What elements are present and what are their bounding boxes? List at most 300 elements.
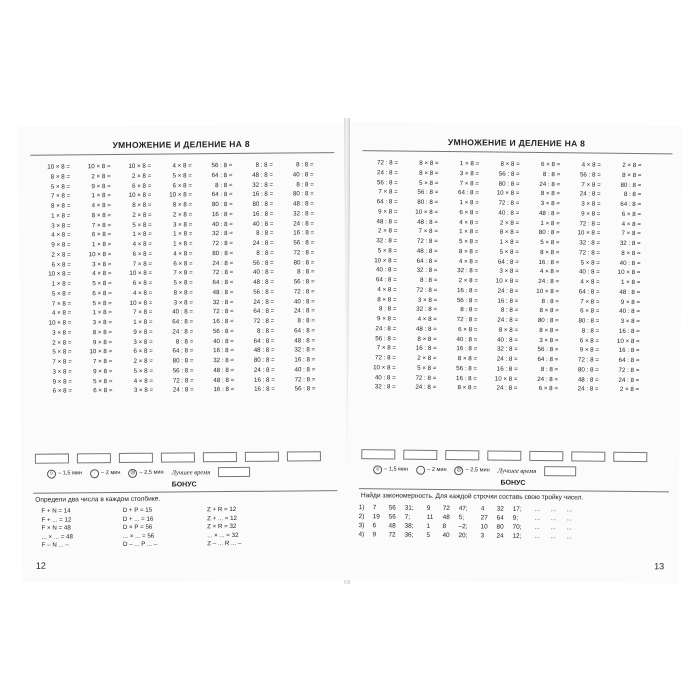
exercise-text: 7 × 8 = bbox=[51, 299, 72, 308]
exercise-text: 10 × 8 = bbox=[373, 364, 396, 372]
exercise-text: 9 × 8 = bbox=[579, 346, 600, 354]
exercise-item bbox=[155, 317, 196, 327]
exercise-text: 8 : 8 = bbox=[256, 249, 274, 257]
sequence-cell: 7; bbox=[404, 513, 411, 521]
exercise-item bbox=[237, 385, 278, 395]
exercise-text: 10 × 8 = bbox=[128, 191, 152, 200]
exercise-item bbox=[563, 219, 604, 229]
equation-line: ... × ... = 48 bbox=[41, 532, 73, 541]
exercise-text: 9 × 8 = bbox=[133, 328, 153, 336]
exercise-text: 16 : 8 = bbox=[538, 258, 560, 266]
sequence-cell: 80 bbox=[496, 523, 504, 531]
exercise-item bbox=[34, 328, 75, 338]
exercise-text: 4 × 8 = bbox=[51, 231, 71, 239]
exercise-item bbox=[115, 279, 156, 289]
sequence-cell: 4) bbox=[358, 531, 365, 539]
exercise-item bbox=[155, 210, 196, 220]
exercise-item bbox=[440, 305, 481, 315]
best-time-box[interactable] bbox=[544, 466, 576, 476]
exercise-item bbox=[196, 307, 237, 317]
exercise-item bbox=[115, 288, 156, 298]
exercise-text: 1 × 8 = bbox=[540, 219, 560, 227]
exercise-text: 56 : 8 = bbox=[498, 170, 520, 178]
exercise-item bbox=[561, 375, 602, 385]
exercise-text: 4 × 8 = bbox=[459, 218, 479, 226]
exercise-text: 3 × 8 = bbox=[540, 200, 560, 208]
exercise-item bbox=[156, 366, 197, 376]
exercise-item bbox=[276, 209, 317, 219]
sequence-cell: ... bbox=[550, 515, 557, 523]
exercise-text: 48 : 8 = bbox=[293, 200, 314, 208]
exercise-item bbox=[73, 221, 114, 231]
answer-box[interactable] bbox=[77, 453, 111, 463]
exercise-item bbox=[195, 171, 236, 181]
exercise-text: 2 × 8 = bbox=[131, 172, 152, 180]
exercise-text: 10 × 8 = bbox=[128, 162, 152, 170]
exercise-column bbox=[358, 158, 401, 392]
exercise-text: 8 : 8 = bbox=[296, 180, 314, 188]
exercise-text: 8 : 8 = bbox=[542, 170, 561, 178]
exercise-text: 9 × 8 = bbox=[93, 367, 113, 375]
exercise-item bbox=[73, 211, 114, 221]
equation-line: Z + ... = 12 bbox=[207, 514, 238, 522]
exercise-item bbox=[604, 180, 645, 190]
exercise-text: 8 × 8 = bbox=[540, 190, 561, 198]
exercise-text: 2 × 8 = bbox=[499, 219, 520, 227]
exercise-text: 64 : 8 = bbox=[457, 189, 479, 197]
exercise-item bbox=[399, 295, 440, 305]
exercise-text: 8 : 8 = bbox=[541, 297, 559, 305]
answer-box[interactable] bbox=[361, 449, 395, 459]
exercise-item bbox=[235, 180, 276, 190]
exercise-item bbox=[114, 230, 155, 240]
exercise-item bbox=[155, 230, 196, 240]
exercise-text: 4 × 8 = bbox=[581, 161, 601, 169]
equation-line: F – N ... – bbox=[41, 541, 69, 549]
equation-column bbox=[207, 506, 241, 549]
exercise-text: 32 : 8 = bbox=[376, 237, 398, 245]
exercise-item bbox=[155, 220, 196, 230]
exercise-item bbox=[33, 231, 74, 241]
equation-line: Z × R = 32 bbox=[207, 522, 237, 531]
timer-legend bbox=[47, 467, 250, 479]
answer-box[interactable] bbox=[613, 452, 647, 462]
exercise-text: 10 × 8 = bbox=[617, 269, 641, 277]
exercise-text: 32 : 8 = bbox=[213, 356, 235, 365]
exercise-text: 10 × 8 = bbox=[169, 191, 193, 199]
exercise-text: 16 : 8 = bbox=[497, 297, 519, 305]
exercise-text: 5 × 8 = bbox=[51, 290, 72, 298]
exercise-item bbox=[440, 295, 481, 305]
answer-box[interactable] bbox=[529, 451, 563, 461]
exercise-item bbox=[359, 295, 400, 305]
exercise-text: 72 : 8 = bbox=[293, 249, 315, 257]
exercise-item bbox=[237, 365, 278, 375]
exercise-item bbox=[440, 276, 481, 286]
exercise-item bbox=[156, 356, 197, 366]
exercise-item bbox=[114, 220, 155, 230]
exercise-text: 32 : 8 = bbox=[212, 230, 233, 238]
exercise-item bbox=[115, 347, 156, 357]
exercise-item bbox=[32, 172, 73, 182]
exercise-text: 16 : 8 = bbox=[252, 210, 274, 218]
exercise-item bbox=[481, 306, 522, 316]
exercise-item bbox=[196, 278, 237, 288]
exercise-item bbox=[561, 384, 602, 394]
exercise-text: 72 : 8 = bbox=[172, 376, 194, 385]
exercise-item bbox=[561, 345, 602, 355]
exercise-item bbox=[602, 326, 643, 336]
exercise-item bbox=[399, 324, 440, 334]
exercise-text: 32 : 8 = bbox=[496, 345, 518, 354]
exercise-text: 64 : 8 = bbox=[497, 258, 519, 266]
exercise-text: 3 × 8 = bbox=[51, 221, 71, 230]
exercise-item bbox=[115, 327, 156, 337]
exercise-item bbox=[235, 170, 276, 180]
exercise-text: 2 × 8 = bbox=[417, 354, 437, 362]
exercise-text: 8 × 8 = bbox=[419, 159, 439, 167]
exercise-item bbox=[521, 345, 562, 355]
answer-box[interactable] bbox=[161, 452, 195, 462]
exercise-text: 1 × 8 = bbox=[459, 160, 480, 168]
exercise-column bbox=[114, 162, 157, 396]
exercise-text: 32 : 8 = bbox=[579, 239, 601, 247]
exercise-text: 10 × 8 = bbox=[495, 277, 519, 285]
answer-box[interactable] bbox=[35, 453, 69, 463]
exercise-text: 48 : 8 = bbox=[212, 288, 234, 296]
exercise-text: 5 × 8 = bbox=[417, 364, 437, 372]
exercise-item bbox=[195, 210, 236, 220]
exercise-item bbox=[196, 297, 237, 307]
exercise-text: 7 × 8 = bbox=[580, 297, 600, 306]
exercise-item bbox=[482, 198, 523, 208]
exercise-text: 80 : 8 = bbox=[537, 316, 559, 325]
exercise-text: 16 : 8 = bbox=[456, 286, 478, 295]
exercise-text: 24 : 8 = bbox=[293, 219, 315, 227]
right-page bbox=[346, 122, 683, 583]
exercise-item bbox=[480, 325, 521, 335]
timer-medium-label: – 2 мин bbox=[427, 466, 447, 473]
timer-slow-label: – 2,5 мин bbox=[139, 469, 164, 476]
exercise-item bbox=[440, 286, 481, 296]
exercise-item bbox=[523, 170, 564, 180]
exercise-text: 72 : 8 = bbox=[618, 366, 640, 374]
exercise-item bbox=[521, 316, 562, 326]
exercise-item bbox=[604, 170, 645, 180]
exercise-text: 16 : 8 = bbox=[212, 317, 234, 326]
exercise-item bbox=[562, 258, 603, 268]
exercise-item bbox=[155, 288, 196, 298]
exercise-item bbox=[236, 278, 277, 288]
exercise-text: 8 × 8 = bbox=[91, 211, 112, 219]
exercise-text: 80 : 8 = bbox=[498, 180, 520, 188]
exercise-text: 40 : 8 = bbox=[375, 266, 397, 274]
exercise-item bbox=[604, 161, 645, 171]
sequence-cell: 3) bbox=[358, 522, 365, 530]
sequence-cell: 48 bbox=[442, 514, 450, 522]
exercise-item bbox=[603, 219, 644, 229]
exercise-text: 8 × 8 = bbox=[419, 169, 439, 177]
exercise-item bbox=[399, 363, 440, 373]
exercise-text: 5 × 8 = bbox=[133, 367, 153, 375]
exercise-item bbox=[360, 226, 401, 236]
exercise-item bbox=[34, 299, 75, 309]
exercise-text: 5 × 8 = bbox=[50, 182, 71, 191]
exercise-text: 16 : 8 = bbox=[254, 385, 275, 394]
exercise-text: 9 × 8 = bbox=[620, 298, 641, 306]
exercise-item bbox=[360, 197, 401, 207]
exercise-text: 8 × 8 = bbox=[539, 307, 559, 315]
exercise-text: 56 : 8 = bbox=[293, 278, 315, 286]
exercise-text: 8 × 8 = bbox=[539, 326, 559, 334]
exercise-item bbox=[115, 376, 156, 386]
exercise-text: 1 × 8 = bbox=[459, 199, 479, 207]
exercise-item bbox=[196, 336, 237, 346]
page-title: УМНОЖЕНИЕ И ДЕЛЕНИЕ НА 8 bbox=[447, 137, 586, 149]
exercise-text: 80 : 8 = bbox=[172, 357, 194, 365]
exercise-item bbox=[114, 240, 155, 250]
sequence-cell: ... bbox=[550, 533, 556, 541]
exercise-text: 7 × 8 = bbox=[378, 188, 398, 196]
exercise-item bbox=[154, 200, 195, 210]
exercise-text: 56 : 8 = bbox=[293, 239, 315, 247]
exercise-item bbox=[439, 373, 480, 383]
exercise-text: 56 : 8 = bbox=[212, 327, 234, 335]
exercise-item bbox=[114, 249, 155, 259]
equation-line: D – ... P ... – bbox=[122, 540, 158, 548]
bonus-rule bbox=[33, 490, 337, 494]
exercise-item bbox=[196, 327, 237, 337]
exercise-item bbox=[236, 200, 277, 210]
exercise-text: 2 × 8 = bbox=[458, 277, 478, 285]
exercise-item bbox=[195, 190, 236, 200]
exercise-text: 16 : 8 = bbox=[294, 356, 316, 364]
exercise-text: 56 : 8 = bbox=[579, 171, 601, 179]
exercise-item bbox=[480, 354, 521, 364]
exercise-text: 3 × 8 = bbox=[499, 267, 519, 276]
exercise-item bbox=[441, 217, 482, 227]
best-time-box[interactable] bbox=[218, 467, 250, 477]
exercise-item bbox=[236, 268, 277, 278]
exercise-text: 24 : 8 = bbox=[577, 385, 599, 393]
sequence-cell: 11 bbox=[426, 513, 434, 521]
exercise-text: 3 × 8 = bbox=[133, 338, 153, 346]
timer-medium-label: – 2 мин bbox=[101, 469, 121, 476]
exercise-item bbox=[196, 346, 237, 356]
answer-box[interactable] bbox=[487, 450, 521, 460]
exercise-text: 40 : 8 = bbox=[498, 209, 520, 217]
exercise-text: 5 × 8 = bbox=[52, 348, 72, 356]
exercise-text: 80 : 8 = bbox=[252, 200, 274, 208]
sequence-cell: ... bbox=[534, 523, 540, 532]
exercise-text: 4 × 8 = bbox=[51, 309, 72, 317]
exercise-item bbox=[400, 207, 441, 217]
exercise-item bbox=[522, 179, 563, 189]
exercise-column bbox=[399, 159, 442, 393]
exercise-item bbox=[32, 162, 73, 172]
exercise-item bbox=[73, 201, 114, 211]
exercise-text: 5 × 8 = bbox=[377, 247, 398, 255]
exercise-item bbox=[440, 256, 481, 266]
exercise-item bbox=[358, 373, 399, 383]
exercise-text: 4 × 8 = bbox=[92, 270, 112, 278]
exercise-item bbox=[440, 334, 481, 344]
exercise-item bbox=[563, 199, 604, 209]
exercise-text: 6 × 8 = bbox=[132, 182, 152, 190]
exercise-item bbox=[521, 277, 562, 287]
title-rule bbox=[362, 150, 672, 154]
neutral-face-icon: · bbox=[90, 469, 99, 478]
exercise-item bbox=[195, 229, 236, 239]
exercise-item bbox=[277, 287, 318, 297]
exercise-item bbox=[358, 353, 399, 363]
answer-box[interactable] bbox=[245, 452, 279, 462]
exercise-text: 48 : 8 = bbox=[294, 336, 316, 344]
exercise-text: 6 × 8 = bbox=[172, 181, 192, 190]
exercise-item bbox=[603, 268, 644, 278]
exercise-item bbox=[562, 238, 603, 248]
exercise-item bbox=[522, 209, 563, 219]
exercise-item bbox=[33, 289, 74, 299]
exercise-text: 5 × 8 = bbox=[540, 239, 560, 247]
exercise-text: 48 : 8 = bbox=[253, 278, 274, 286]
exercise-text: 16 : 8 = bbox=[211, 210, 233, 218]
exercise-item bbox=[196, 268, 237, 278]
exercise-item bbox=[481, 257, 522, 267]
exercise-column bbox=[520, 160, 563, 394]
exercise-text: 10 × 8 = bbox=[496, 189, 520, 198]
exercise-text: 72 : 8 = bbox=[375, 354, 396, 362]
exercise-text: 48 : 8 = bbox=[376, 217, 398, 226]
sequence-cell: ... bbox=[566, 506, 573, 514]
exercise-item bbox=[481, 296, 522, 306]
exercise-item bbox=[360, 207, 401, 217]
exercise-item bbox=[74, 328, 115, 338]
exercise-item bbox=[480, 315, 521, 325]
exercise-text: 56 : 8 = bbox=[211, 161, 233, 170]
answer-boxes bbox=[361, 449, 647, 462]
exercise-item bbox=[482, 179, 523, 189]
exercise-item bbox=[563, 170, 604, 180]
exercise-item bbox=[237, 375, 278, 385]
exercise-text: 1 × 8 = bbox=[173, 230, 193, 238]
exercise-text: 40 : 8 = bbox=[172, 308, 194, 316]
exercise-text: 56 : 8 = bbox=[456, 364, 478, 373]
exercise-item bbox=[74, 230, 115, 240]
exercise-item bbox=[276, 199, 317, 209]
exercise-item bbox=[603, 200, 644, 210]
exercise-text: 72 : 8 = bbox=[377, 159, 398, 167]
exercise-item bbox=[33, 192, 74, 202]
exercise-item bbox=[441, 237, 482, 247]
sequence-cell: 8 bbox=[442, 523, 447, 531]
exercise-item bbox=[154, 171, 195, 181]
timer-fast-label: – 1,5 мин bbox=[384, 465, 409, 473]
exercise-item bbox=[195, 180, 236, 190]
exercise-text: 56 : 8 = bbox=[376, 178, 398, 187]
exercise-text: 8 : 8 = bbox=[540, 365, 559, 373]
answer-box[interactable] bbox=[287, 451, 321, 461]
exercise-text: 24 : 8 = bbox=[497, 287, 519, 295]
exercise-item bbox=[236, 297, 277, 307]
exercise-text: 24 : 8 = bbox=[537, 375, 559, 383]
exercise-item bbox=[278, 346, 319, 356]
exercise-text: 6 × 8 = bbox=[91, 231, 112, 239]
exercise-item bbox=[278, 365, 319, 375]
exercise-item bbox=[562, 316, 603, 326]
exercise-item bbox=[74, 279, 115, 289]
exercise-text: 8 × 8 = bbox=[173, 289, 193, 297]
exercise-item bbox=[33, 182, 74, 192]
answer-box[interactable] bbox=[445, 450, 479, 460]
exercise-item bbox=[360, 178, 401, 188]
exercise-item bbox=[603, 229, 644, 239]
exercise-text: 80 : 8 = bbox=[292, 190, 314, 198]
exercise-text: 8 × 8 = bbox=[132, 201, 152, 209]
exercise-item bbox=[561, 365, 602, 375]
exercise-text: 10 × 8 = bbox=[494, 375, 518, 383]
sequence-cell: 9; bbox=[512, 514, 519, 522]
exercise-item bbox=[360, 168, 401, 178]
exercise-item bbox=[400, 217, 441, 227]
exercise-item bbox=[195, 161, 236, 171]
answer-box[interactable] bbox=[403, 450, 437, 460]
page-number: 12 bbox=[35, 560, 46, 571]
answer-box[interactable] bbox=[571, 451, 605, 461]
exercise-text: 48 : 8 = bbox=[577, 375, 599, 384]
exercise-text: 2 × 8 = bbox=[91, 172, 111, 180]
exercise-text: 32 : 8 = bbox=[252, 181, 274, 189]
exercise-item bbox=[602, 356, 643, 366]
exercise-item bbox=[602, 317, 643, 327]
exercise-text: 16 : 8 = bbox=[415, 344, 437, 353]
exercise-text: 2 × 8 = bbox=[133, 357, 153, 365]
exercise-item bbox=[33, 270, 74, 280]
exercise-item bbox=[114, 191, 155, 201]
exercise-item bbox=[74, 240, 115, 250]
exercise-item bbox=[73, 191, 114, 201]
exercise-item bbox=[276, 219, 317, 229]
exercise-text: 80 : 8 = bbox=[253, 356, 275, 364]
exercise-item bbox=[563, 160, 604, 170]
exercise-text: 6 × 8 = bbox=[621, 210, 642, 218]
exercise-item bbox=[439, 364, 480, 374]
exercise-column bbox=[276, 160, 319, 394]
exercise-text: 2 × 8 = bbox=[52, 338, 72, 347]
exercise-text: 4 × 8 = bbox=[621, 220, 641, 228]
sequence-cell: 12; bbox=[512, 532, 522, 540]
exercise-item bbox=[74, 260, 115, 270]
exercise-text: 72 : 8 = bbox=[579, 219, 601, 228]
exercise-text: 64 : 8 = bbox=[172, 347, 194, 355]
answer-box[interactable] bbox=[119, 453, 153, 463]
sequence-cell: ... bbox=[566, 515, 573, 523]
exercise-text: 10 × 8 = bbox=[129, 269, 153, 278]
exercise-text: 4 × 8 = bbox=[458, 257, 479, 265]
exercise-text: 64 : 8 = bbox=[537, 355, 559, 364]
exercise-item bbox=[34, 338, 75, 348]
exercise-text: 8 : 8 = bbox=[500, 306, 519, 315]
sequence-cell: 40 bbox=[442, 532, 450, 540]
exercise-item bbox=[481, 228, 522, 238]
answer-box[interactable] bbox=[203, 452, 237, 462]
sequence-cell: 48 bbox=[388, 522, 396, 530]
exercise-text: 8 × 8 = bbox=[92, 328, 113, 336]
exercise-item bbox=[34, 387, 75, 397]
exercise-text: 40 : 8 = bbox=[253, 268, 274, 277]
sequence-cell: ... bbox=[566, 524, 572, 532]
exercise-text: 4 × 8 = bbox=[132, 240, 152, 248]
